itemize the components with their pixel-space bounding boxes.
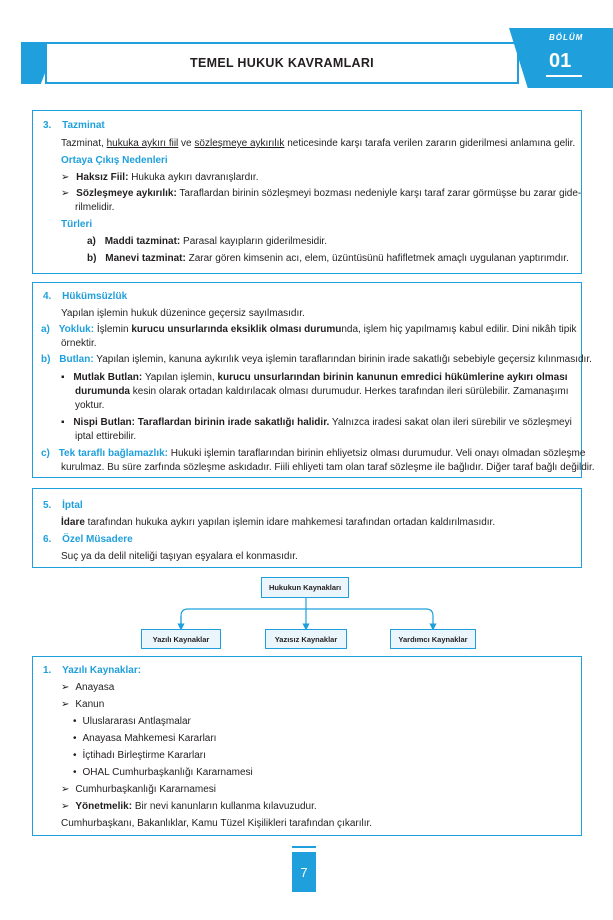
item-text: Parasal kayıpların giderilmesidir. — [180, 236, 327, 247]
dot-bullet-icon: • — [73, 767, 77, 778]
item-text: Zarar gören kimsenin acı, elem, üzüntüsünü hafifletmek amaçlı uygulanan yaptırımdır. — [185, 253, 569, 264]
sub-item — [73, 767, 253, 778]
list-item — [61, 784, 216, 795]
item-label: Maddi tazminat: — [104, 236, 181, 247]
list-marker: b) — [41, 354, 51, 365]
section-number: 3. — [43, 120, 52, 131]
item-label: Tek taraflı bağlamazlık: — [58, 448, 168, 459]
arrow-bullet-icon: ➢ — [61, 699, 70, 710]
list-marker: a) — [41, 324, 50, 335]
text: Yapılan işlemin, — [142, 372, 218, 383]
item-label: Butlan: — [59, 354, 94, 365]
item-text: Taraflardan birinin sözleşmeyi bozması nedeniyle karşı taraf zarar görmüşse bu zarar gide- — [176, 188, 582, 199]
sub-item — [61, 417, 572, 428]
section-title: Özel Müsadere — [62, 534, 133, 545]
list-item — [41, 354, 592, 365]
dot-bullet-icon: • — [73, 733, 77, 744]
item-continuation: kurulmaz. Bu süre zarfında sözleşme askıdadır. Fiili ehliyeti tam olan taraf sözleşme ile bağlıdır. Diğer taraf bağlı değildir. — [61, 462, 595, 473]
list-item — [61, 188, 581, 199]
item-text: Hukuka aykırı davranışlardır. — [128, 172, 259, 183]
item-continuation: rilmelidir. — [75, 202, 115, 213]
list-item — [87, 236, 327, 247]
paragraph: Suç ya da delil niteliği taşıyan eşyalara el konmasıdır. — [61, 551, 298, 562]
section-tazminat — [32, 110, 582, 274]
section-number: 1. — [43, 665, 52, 676]
section-hukumsuzluk — [32, 282, 595, 478]
arrow-bullet-icon: ➢ — [61, 172, 70, 183]
page-number-rule — [292, 846, 316, 848]
paragraph — [61, 138, 575, 149]
text: kesin olarak ortadan kaldırılacak olması durumudur. Herkes tarafından ileri sürülebilir. Zamanaşımı — [130, 386, 569, 397]
list-marker: b) — [87, 253, 97, 264]
text: Tazminat, — [61, 138, 107, 149]
list-item — [61, 801, 317, 812]
square-bullet-icon: ▪ — [61, 417, 65, 428]
paragraph: Yapılan işlemin hukuk düzenince geçersiz sayılmasıdır. — [61, 308, 305, 319]
chapter-label: BÖLÜM — [549, 33, 584, 42]
page-title: TEMEL HUKUK KAVRAMLARI — [190, 56, 374, 70]
diagram-child-node: Yazılı Kaynaklar — [141, 629, 221, 649]
list-item — [41, 448, 585, 459]
section-heading — [43, 534, 133, 545]
text: İşlemin — [94, 324, 132, 335]
connector-branch — [181, 609, 433, 627]
dot-bullet-icon: • — [73, 750, 77, 761]
item-label: Haksız Fiil: — [76, 172, 129, 183]
item-text: Anayasa — [75, 682, 115, 693]
item-text: İçtihadı Birleştirme Kararları — [82, 750, 206, 761]
sub-item — [61, 372, 568, 383]
item-text: Hukuki işlemin taraflarından birinin ehliyetsiz olması durumudur. Veli onayı olmadan sözleşme — [167, 448, 586, 459]
item-label: Yönetmelik: — [75, 801, 133, 812]
chapter-underline — [546, 75, 582, 77]
list-item — [61, 699, 104, 710]
list-item — [87, 253, 569, 264]
bold-phrase: durumunda — [75, 386, 130, 397]
subheading: Ortaya Çıkış Nedenleri — [61, 155, 168, 166]
sub-item — [73, 750, 206, 761]
header-bar — [45, 42, 519, 84]
arrow-bullet-icon: ➢ — [61, 188, 70, 199]
item-text: Bir nevi kanunların kullanma kılavuzudur. — [132, 801, 317, 812]
paragraph: Cumhurbaşkanı, Bakanlıklar, Kamu Tüzel Kişilikleri tarafından çıkarılır. — [61, 818, 373, 829]
sub-item-continuation — [75, 386, 569, 397]
page-number: 7 — [292, 852, 316, 892]
item-text: Kanun — [75, 699, 105, 710]
item-label: Nispi Butlan: — [73, 417, 135, 428]
item-continuation: örnektir. — [61, 338, 97, 349]
section-number: 4. — [43, 291, 52, 302]
section-number: 5. — [43, 500, 52, 511]
item-label: Mutlak Butlan: — [73, 372, 143, 383]
item-label: Yokluk: — [58, 324, 95, 335]
text: nda, işlem hiç yapılmamış kabul edilir. Dini nikâh tipik — [341, 324, 577, 335]
section-title: Yazılı Kaynaklar: — [62, 665, 142, 676]
sub-item — [73, 733, 216, 744]
underlined-term: hukuka aykırı fiil — [106, 138, 179, 149]
square-bullet-icon: ▪ — [61, 372, 65, 383]
text: ve — [178, 138, 195, 149]
bold-phrase: Taraflardan birinin irade sakatlığı halidir. — [135, 417, 330, 428]
item-label: Manevi tazminat: — [105, 253, 186, 264]
sub-item-continuation: yoktur. — [75, 400, 105, 411]
section-heading — [43, 665, 141, 676]
sub-item-continuation: iptal ettirebilir. — [75, 431, 137, 442]
item-label: Sözleşmeye aykırılık: — [76, 188, 177, 199]
item-text: Uluslararası Antlaşmalar — [82, 716, 191, 727]
section-iptal-musadere — [32, 488, 582, 568]
list-item — [41, 324, 576, 335]
chapter-number: 01 — [549, 50, 572, 72]
arrow-bullet-icon: ➢ — [61, 784, 70, 795]
underlined-term: sözleşmeye aykırılık — [194, 138, 285, 149]
bold-phrase: kurucu unsurlarından birinin kanunun emredici hükümlerine aykırı olması — [217, 372, 568, 383]
section-title: Hükümsüzlük — [62, 291, 128, 302]
subheading: Türleri — [61, 219, 93, 230]
arrow-bullet-icon: ➢ — [61, 682, 70, 693]
text: neticesinde karşı tarafa verilen zararın giderilmesi anlamına gelir. — [284, 138, 576, 149]
text: Yalnızca iradesi sakat olan ileri sürebilir ve sözleşmeyi — [329, 417, 572, 428]
section-yazili-kaynaklar — [32, 656, 582, 836]
paragraph — [61, 517, 495, 528]
arrow-bullet-icon: ➢ — [61, 801, 70, 812]
bold-phrase: kurucu unsurlarında eksiklik olması durumu — [131, 324, 342, 335]
diagram-child-node: Yazısız Kaynaklar — [265, 629, 347, 649]
section-title: Tazminat — [62, 120, 105, 131]
list-marker: a) — [87, 236, 96, 247]
item-text: Anayasa Mahkemesi Kararları — [82, 733, 217, 744]
diagram-child-node: Yardımcı Kaynaklar — [390, 629, 476, 649]
section-title: İptal — [62, 500, 83, 511]
list-marker: c) — [41, 448, 50, 459]
section-heading — [43, 291, 127, 302]
section-number: 6. — [43, 534, 52, 545]
list-item — [61, 172, 258, 183]
item-text: OHAL Cumhurbaşkanlığı Kararnamesi — [82, 767, 253, 778]
section-heading — [43, 500, 83, 511]
text: tarafından hukuka aykırı yapılan işlemin idare mahkemesi tarafından ortadan kaldırılmasıdır. — [84, 517, 496, 528]
section-heading — [43, 120, 105, 131]
dot-bullet-icon: • — [73, 716, 77, 727]
list-item — [61, 682, 114, 693]
item-text: Cumhurbaşkanlığı Kararnamesi — [75, 784, 217, 795]
sub-item — [73, 716, 191, 727]
bold-phrase: İdare — [61, 517, 85, 528]
item-text: Yapılan işlemin, kanuna aykırılık veya işlemin taraflarından birinin irade sakatlığı sebebiyle geçersiz kılınmasıdır. — [93, 354, 592, 365]
diagram-root-node: Hukukun Kaynakları — [261, 577, 349, 598]
